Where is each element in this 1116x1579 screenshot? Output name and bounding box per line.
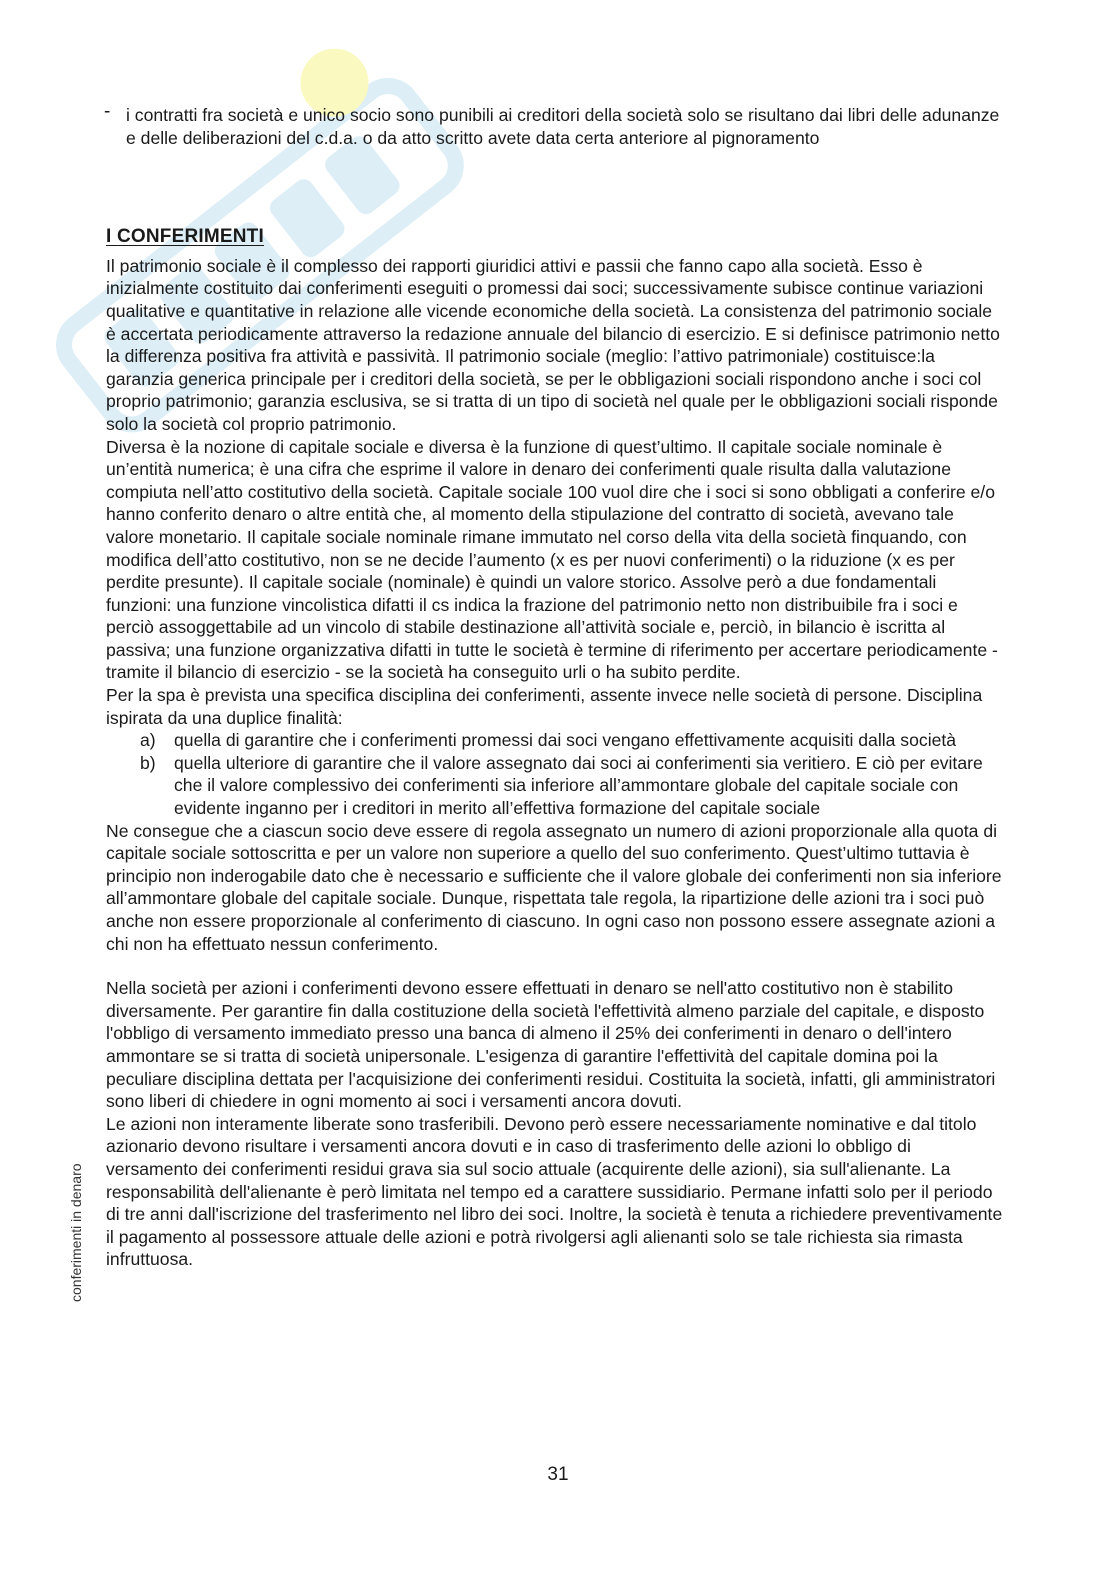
section-heading: I CONFERIMENTI [106,226,264,248]
margin-note: conferimenti in denaro [68,1163,84,1302]
intro-bullet-text: i contratti fra società e unico socio sono punibili ai creditori della società solo se risultano dai libri delle adunanze e delle deliberazioni del c.d.a. o da atto scritto avete data certa anteriore al pignoramento [126,105,1000,148]
document-body [104,101,1006,1271]
paragraph-capitale-sociale: Diversa è la nozione di capitale sociale e diversa è la funzione di quest’ultimo. Il capitale sociale nominale è un’entità numerica; è una cifra che esprime il valore in denaro dei conferimenti quale risulta dalla valutazione compiuta nell’atto costitutivo della società. Capitale sociale 100 vuol dire che i soci si sono obbligati a conferire e/o hanno conferito denaro o altre entità che, al momento della stipulazione del contratto di società, avevano tale valore monetario. Il capitale sociale nominale rimane immutato nel corso della vita della società finquando, con modifica dell’atto costitutivo, non se ne decide l’aumento (x es per nuovi conferimenti) o la riduzione (x es per perdite presunte). Il capitale sociale (nominale) è quindi un valore storico. Assolve però a due fondamentali funzioni: una funzione vincolistica difatti il cs indica la frazione del patrimonio netto non distribuibile fra i soci e perciò assoggettabile ad un vincolo di stabile destinazione all’attività sociale e, perciò, in bilancio è iscritta al passiva; una funzione organizzativa difatti in tutte le società è termine di riferimento per accertare periodicamente - tramite il bilancio di esercizio - se la società ha conseguito urli o ha subito perdite. [106,436,998,683]
paragraph-assegnazione-azioni: Ne consegue che a ciascun socio deve essere di regola assegnato un numero di azioni proporzionale alla quota di capitale sociale sottoscritta e per un valore non superiore a quello del suo conferimento. Quest’ultimo tuttavia è principio non inderogabile dato che è necessario e sufficiente che il valore globale dei conferimenti non sia inferiore all’ammontare globale del capitale sociale. Dunque, rispettata tale regola, la ripartizione delle azioni tra i soci può anche non essere proporzionale al conferimento di ciascuno. In ogni caso non possono essere assegnate azioni a chi non ha effettuato nessun conferimento. [106,820,1002,954]
finalita-list [106,729,1006,819]
list-item [106,729,1006,752]
list-marker: b) [140,752,156,773]
paragraph-conferimenti-denaro: Nella società per azioni i conferimenti devono essere effettuati in denaro se nell'atto costitutivo non è stabilito diversamente. Per garantire fin dalla costituzione della società l'effettività almeno parziale del capitale, e disposto l'obbligo di versamento immediato presso una banca di almeno il 25% dei conferimenti in denaro o dell'intero ammontare se si tratta di società unipersonale. L'esigenza di garantire l'effettività del capitale domina poi la peculiare disciplina dettata per l'acquisizione dei conferimenti residui. Costituita la società, infatti, gli amministratori sono liberi di chiedere in ogni momento ai soci i versamenti ancora dovuti. [106,978,996,1112]
page-number: 31 [547,1464,569,1485]
bullet-marker: - [104,101,111,122]
list-item [106,752,1006,820]
list-marker: a) [140,730,156,751]
paragraph-disciplina-spa: Per la spa è prevista una specifica disciplina dei conferimenti, assente invece nelle società di persone. Disciplina ispirata da una duplice finalità: [106,685,983,728]
intro-bullet [104,101,1006,149]
paragraph-azioni-non-liberate: Le azioni non interamente liberate sono trasferibili. Devono però essere necessariamente nominative e dal titolo azionario devono risultare i versamenti ancora dovuti e in caso di trasferimento delle azioni lo obbligo di versamento dei conferimenti residui grava sia sul socio attuale (acquirente delle azioni), sia sull'alienante. La responsabilità dell'alienante è però limitata nel tempo ed a carattere sussidiario. Permane infatti solo per il periodo di tre anni dall'iscrizione del trasferimento nel libro dei soci. Inoltre, la società è tenuta a richiedere preventivamente il pagamento al possessore attuale delle azioni e potrà rivolgersi agli alienanti solo se tale richiesta sia rimasta infruttuosa. [106,1113,1003,1270]
list-item-text: quella ulteriore di garantire che il valore assegnato dai soci ai conferimenti sia veritiero. E ciò per evitare che il valore complessivo dei conferimenti sia inferiore all’ammontare globale del capitale sociale con evidente inganno per i creditori in merito all’effettiva formazione del capitale sociale [174,752,983,819]
list-item-text: quella di garantire che i conferimenti promessi dai soci vengano effettivamente acquisiti dalla società [174,730,957,751]
paragraph-patrimonio: Il patrimonio sociale è il complesso dei rapporti giuridici attivi e passii che fanno capo alla società. Esso è inizialmente costituito dai conferimenti eseguiti o promessi dai soci; successivamente subisce continue variazioni qualitative e quantitative in relazione alle vicende economiche della società. La consistenza del patrimonio sociale è accertata periodicamente attraverso la redazione annuale del bilancio di esercizio. E si definisce patrimonio netto la differenza positiva fra attività e passività. Il patrimonio sociale (meglio: l’attivo patrimoniale) costituisce:la garanzia generica principale per i creditori della società, se per le obbligazioni sociali rispondono anche i soci col proprio patrimonio; garanzia esclusiva, se si tratta di un tipo di società nel quale per le obbligazioni sociali risponde solo la società col proprio patrimonio. [106,255,1000,434]
